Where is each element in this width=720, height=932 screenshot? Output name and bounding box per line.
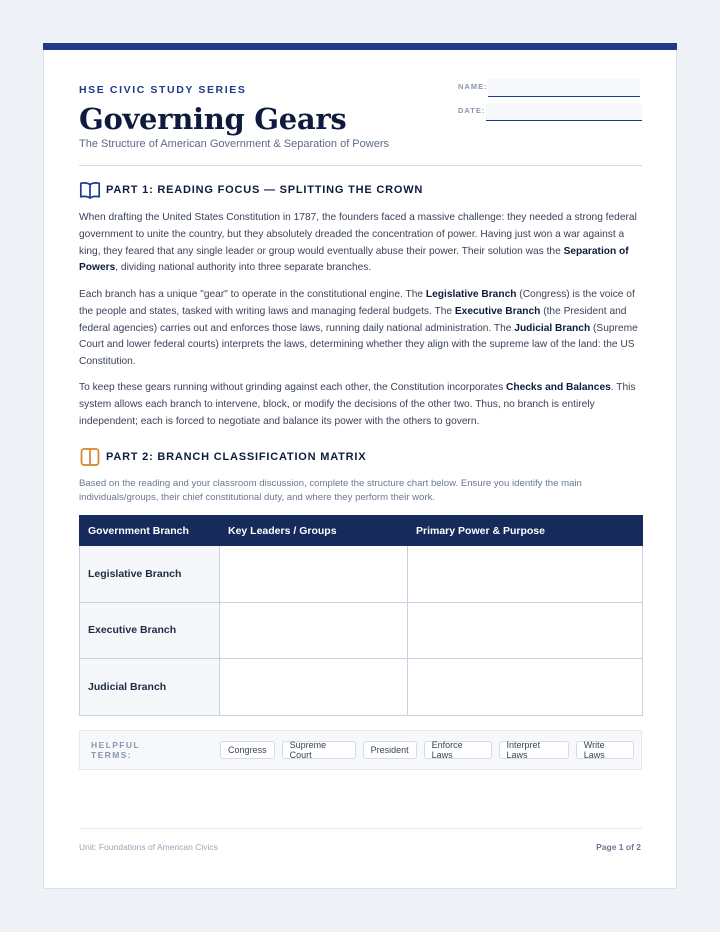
name-input[interactable] bbox=[488, 79, 640, 97]
term-judicial: Judicial Branch bbox=[514, 322, 591, 334]
helpful-terms-box bbox=[79, 730, 642, 770]
matrix-instructions: Based on the reading and your classroom discussion, complete the structure chart below. Ensure you identify the main individuals/groups, their chief constitutional duty, and where they perform their work. bbox=[79, 478, 582, 503]
power-cell-legislative[interactable] bbox=[408, 546, 643, 603]
column-header: Primary Power & Purpose bbox=[408, 516, 643, 546]
columns-icon bbox=[79, 448, 101, 466]
page-subtitle: The Structure of American Government & Separation of Powers bbox=[79, 138, 389, 150]
paragraph-1: When drafting the United States Constitution in 1787, the founders faced a massive challenge: they needed a strong federal government to unite the country, but they absolutely dreaded the concentration of power. Having just won a war against a king, they feared that any single leader or group would eventually abuse their power. Their solution was the Separation of Powers, dividing national authority into three separate branches. bbox=[79, 212, 637, 274]
column-header: Government Branch bbox=[80, 516, 220, 546]
term-chip: Congress bbox=[220, 741, 275, 759]
row-label-legislative: Legislative Branch bbox=[80, 546, 220, 603]
table-row bbox=[80, 659, 643, 716]
paragraph-3: To keep these gears running without grinding against each other, the Constitution incorporates Checks and Balances. This system allows each branch to intervene, block, or modify the decisions of the other two. Thus, no branch is entirely independent; each is forced to negotiate and balance its power with the others to govern. bbox=[79, 382, 636, 427]
row-label-executive: Executive Branch bbox=[80, 602, 220, 659]
term-executive: Executive Branch bbox=[454, 305, 541, 317]
term-chip: Interpret Laws bbox=[499, 741, 569, 759]
date-label: DATE: bbox=[458, 106, 486, 115]
part2-heading-text: PART 2: BRANCH CLASSIFICATION MATRIX bbox=[106, 451, 367, 463]
footer-unit: Unit: Foundations of American Civics bbox=[79, 842, 218, 852]
worksheet-page bbox=[43, 43, 677, 889]
page-title: Governing Gears bbox=[79, 102, 347, 136]
term-legislative: Legislative Branch bbox=[425, 289, 517, 300]
table-row bbox=[80, 602, 643, 659]
table-header-row bbox=[80, 516, 643, 546]
helpful-terms-label: HELPFUL TERMS: bbox=[91, 740, 140, 760]
leaders-cell-executive[interactable] bbox=[220, 602, 408, 659]
table-row bbox=[80, 546, 643, 603]
date-input[interactable] bbox=[486, 103, 642, 121]
leaders-cell-judicial[interactable] bbox=[220, 659, 408, 716]
branch-matrix-table bbox=[79, 515, 643, 716]
term-chip: Write Laws bbox=[576, 741, 634, 759]
date-field bbox=[458, 103, 642, 121]
name-field bbox=[458, 79, 640, 97]
header-divider bbox=[79, 165, 642, 166]
accent-bar bbox=[43, 43, 677, 50]
term-checks-balances: Checks and Balances bbox=[506, 382, 611, 393]
footer-divider bbox=[79, 828, 642, 829]
power-cell-judicial[interactable] bbox=[408, 659, 643, 716]
part1-heading-text: PART 1: READING FOCUS — SPLITTING THE CROWN bbox=[106, 184, 424, 196]
term-chip: Enforce Laws bbox=[424, 741, 492, 759]
name-label: NAME: bbox=[458, 82, 488, 91]
power-cell-executive[interactable] bbox=[408, 602, 643, 659]
series-label: HSE CIVIC STUDY SERIES bbox=[79, 84, 247, 96]
page-number: Page 1 of 2 bbox=[596, 842, 641, 852]
term-separation-of-powers: Separation of Powers bbox=[79, 245, 629, 274]
row-label-judicial: Judicial Branch bbox=[80, 659, 220, 716]
book-icon bbox=[79, 181, 101, 199]
leaders-cell-legislative[interactable] bbox=[220, 546, 408, 603]
column-header: Key Leaders / Groups bbox=[220, 516, 408, 546]
paragraph-2: Each branch has a unique "gear" to operate in the constitutional engine. The Legislative Branch (Congress) is the voice of the people and states, tasked with writing laws and managing federal budgets. The Executive Branch (the President and federal agencies) carries out and enforces those laws, running daily national administration. The Judicial Branch (Supreme Court and lower federal courts) interprets the laws, determining whether they align with the supreme law of the land: the US Constitution. bbox=[79, 289, 638, 368]
part1-heading bbox=[79, 181, 423, 199]
term-chip: Supreme Court bbox=[282, 741, 356, 759]
part2-heading bbox=[79, 448, 366, 466]
term-chip: President bbox=[363, 741, 417, 759]
